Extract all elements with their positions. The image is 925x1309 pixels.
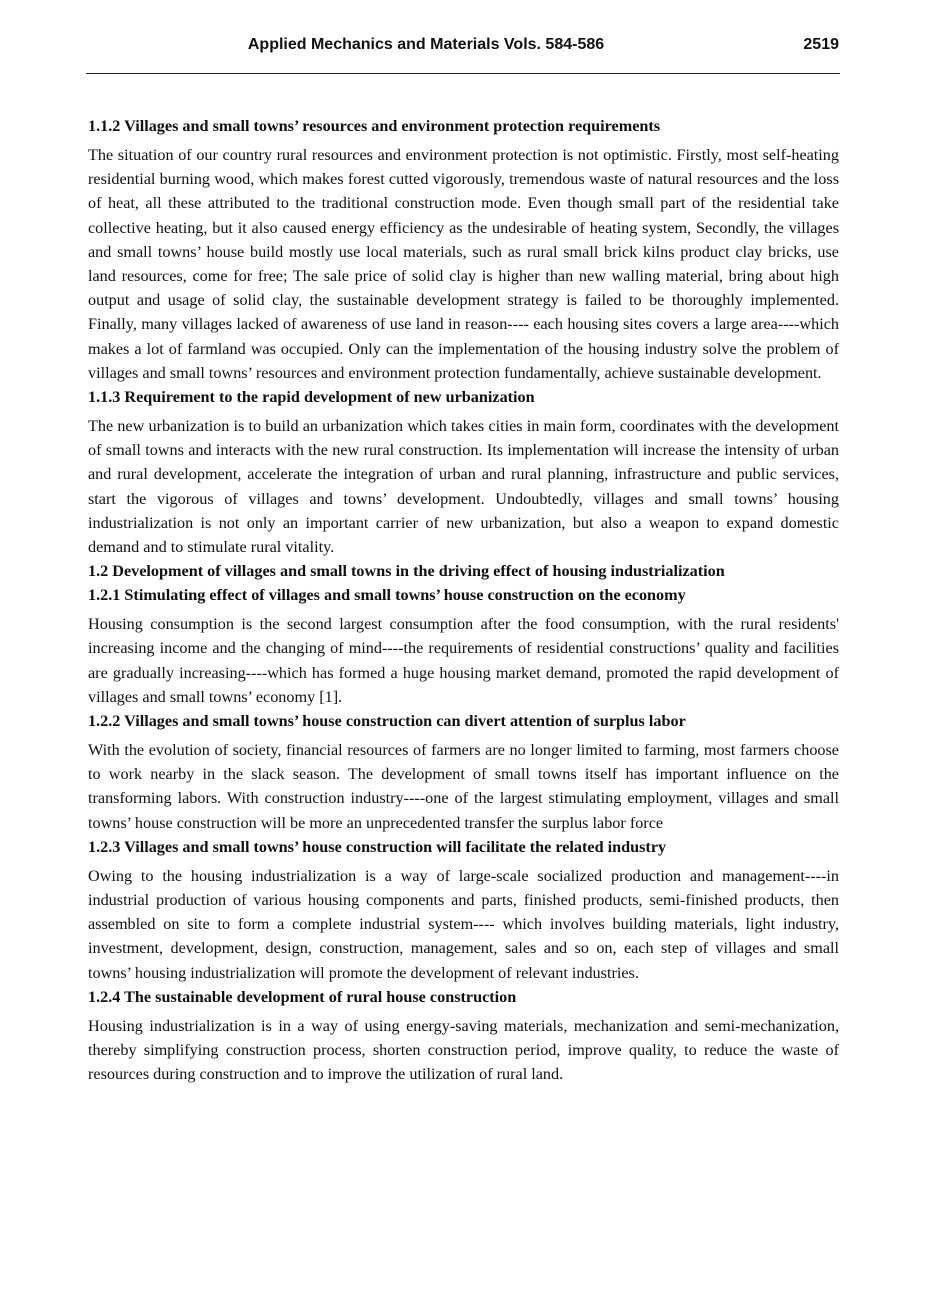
section-heading-1-1-3: 1.1.3 Requirement to the rapid development of new urbanization xyxy=(88,388,535,407)
page-number: 2519 xyxy=(803,36,839,53)
section-paragraph-1-2-2: With the evolution of society, financial resources of farmers are no longer limited to farming, most farmers choose to work nearby in the slack season. The development of small towns itself has important influence on the transforming labors. With construction industry----one of the largest stimulating employment, villages and small towns’ house construction will be more an unprecedented transfer the surplus labor force xyxy=(88,741,839,832)
section-paragraph-1-2-3: Owing to the housing industrialization is a way of large-scale socialized production and management----in industrial production of various housing components and parts, finished products, semi-finished products, then assembled on site to form a complete industrial system---- which involves building materials, light industry, investment, development, design, construction, management, sales and so on, each step of villages and small towns’ housing industrialization will promote the development of relevant industries. xyxy=(88,866,839,982)
section-heading-1-2-2: 1.2.2 Villages and small towns’ house construction can divert attention of surplus labor xyxy=(88,712,686,731)
section-paragraph-1-1-3: The new urbanization is to build an urbanization which takes cities in main form, coordinates with the development of small towns and interacts with the new rural construction. Its implementation will increase the intensity of urban and rural development, accelerate the integration of urban and rural planning, infrastructure and public services, start the vigorous of villages and towns’ development. Undoubtedly, villages and small towns’ housing industrialization is not only an important carrier of new urbanization, but also a weapon to expand domestic demand and to stimulate rural vitality. xyxy=(88,417,839,557)
section-heading-1-2-4: 1.2.4 The sustainable development of rural house construction xyxy=(88,987,517,1006)
section-heading-1-2-1: 1.2.1 Stimulating effect of villages and small towns’ house construction on the economy xyxy=(88,586,686,605)
section-heading-1-1-2: 1.1.2 Villages and small towns’ resources and environment protection requirements xyxy=(88,117,661,135)
section-paragraph-1-1-2: The situation of our country rural resources and environment protection is not optimistic. Firstly, most self-heating residential burning wood, which makes forest cutted vigorously, tremendous waste of natural resources and the loss of heat, all these attributed to the traditional construction mode. Even though small part of the residential take collective heating, but it also caused energy efficiency as the undesirable of heating system, Secondly, the villages and small towns’ house build mostly use local materials, such as rural small brick kilns product clay bricks, use land resources, come for free; The sale price of solid clay is higher than new walling material, bring about high output and usage of solid clay, the sustainable development strategy is failed to be thoroughly implemented. Finally, many villages lacked of awareness of use land in reason---- each housing sites covers a large area----which makes a lot of farmland was occupied. Only can the implementation of the housing industry solve the problem of villages and small towns’ resources and environment protection fundamentally, achieve sustainable development. xyxy=(88,146,839,382)
section-paragraph-1-2-1: Housing consumption is the second largest consumption after the food consumption, with the rural residents' increasing income and the changing of mind----the requirements of residential constructions’ quality and facilities are gradually increasing----which has formed a huge housing market demand, promoted the rapid development of villages and small towns’ economy [1]. xyxy=(88,615,839,706)
section-heading-1-2: 1.2 Development of villages and small towns in the driving effect of housing industrialization xyxy=(88,562,725,581)
journal-title: Applied Mechanics and Materials Vols. 584-586 xyxy=(247,36,605,53)
header-rule xyxy=(86,73,840,74)
section-paragraph-1-2-4: Housing industrialization is in a way of using energy-saving materials, mechanization and semi-mechanization, thereby simplifying construction process, shorten construction period, improve quality, to reduce the waste of resources during construction and to improve the utilization of rural land. xyxy=(88,1016,839,1084)
section-heading-1-2-3: 1.2.3 Villages and small towns’ house construction will facilitate the related industry xyxy=(88,837,667,856)
running-header xyxy=(87,36,839,56)
article-body xyxy=(88,114,839,1087)
